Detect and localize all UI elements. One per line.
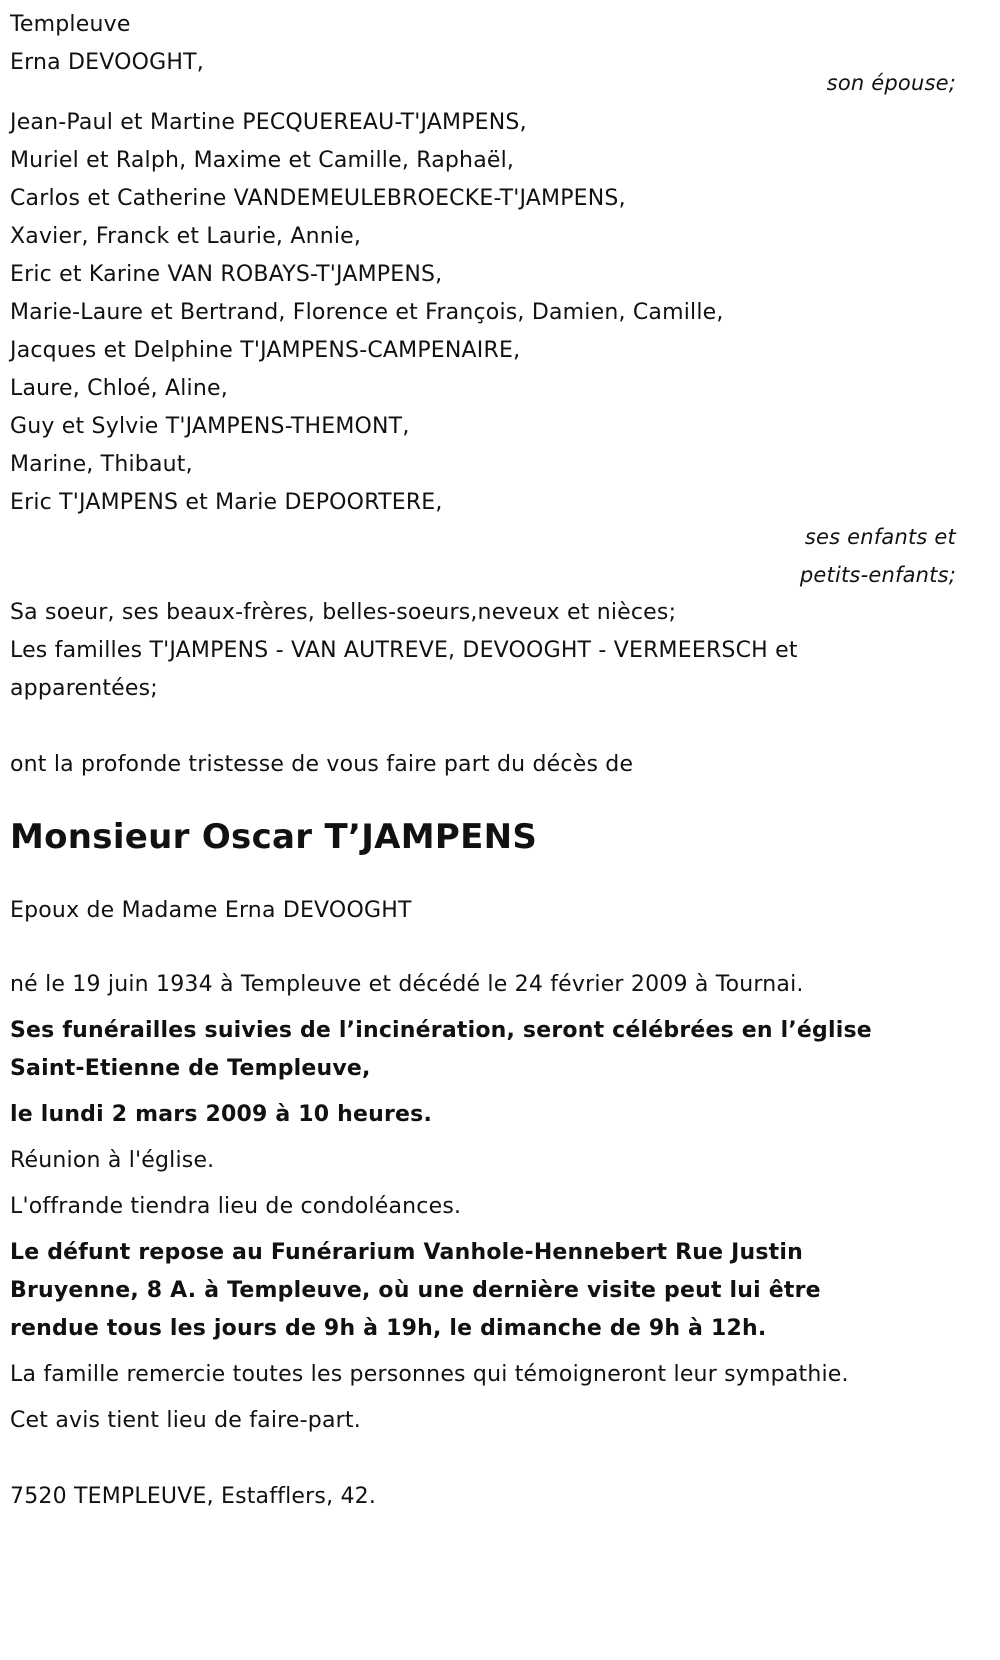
announcement: ont la profonde tristesse de vous faire part du décès de	[10, 752, 634, 777]
family-line: Guy et Sylvie T'JAMPENS-THEMONT,	[10, 414, 410, 439]
spouse-of: Epoux de Madame Erna DEVOOGHT	[10, 898, 412, 923]
spacer	[10, 930, 960, 966]
place: Templeuve	[10, 12, 131, 37]
family-line: Eric et Karine VAN ROBAYS-T'JAMPENS,	[10, 262, 443, 287]
spacer	[10, 1448, 960, 1478]
spouse-name: Erna DEVOOGHT,	[10, 50, 204, 75]
family-line: Marie-Laure et Bertrand, Florence et François, Damien, Camille,	[10, 300, 724, 325]
funeral-date: le lundi 2 mars 2009 à 10 heures.	[10, 1102, 433, 1127]
children-role-line1: ses enfants et	[804, 525, 956, 549]
family-line: Laure, Chloé, Aline,	[10, 376, 228, 401]
thanks-info: La famille remercie toutes les personnes qui témoigneront leur sympathie.	[10, 1362, 849, 1387]
family-line: Muriel et Ralph, Maxime et Camille, Raphaël,	[10, 148, 515, 173]
address: 7520 TEMPLEUVE, Estafflers, 42.	[10, 1484, 377, 1509]
family-line: Marine, Thibaut,	[10, 452, 193, 477]
rest-place-info: Le défunt repose au Funérarium Vanhole-Hennebert Rue Justin Bruyenne, 8 A. à Templeuve, où une dernière visite peut lui être rendue tous les jours de 9h à 19h, le dimanche de 9h à 12h.	[10, 1240, 821, 1341]
deceased-name: Monsieur Oscar T’JAMPENS	[10, 817, 538, 857]
families-line: Les familles T'JAMPENS - VAN AUTREVE, DEVOOGHT - VERMEERSCH et apparentées;	[10, 638, 798, 701]
relatives-line: Sa soeur, ses beaux-frères, belles-soeurs,neveux et nièces;	[10, 600, 677, 625]
meeting-info: Réunion à l'église.	[10, 1148, 215, 1173]
offering-info: L'offrande tiendra lieu de condoléances.	[10, 1194, 462, 1219]
family-list	[10, 104, 960, 522]
family-line: Eric T'JAMPENS et Marie DEPOORTERE,	[10, 490, 443, 515]
family-line: Jean-Paul et Martine PECQUEREAU-T'JAMPENS,	[10, 110, 527, 135]
spacer	[10, 708, 960, 746]
family-line: Jacques et Delphine T'JAMPENS-CAMPENAIRE,	[10, 338, 521, 363]
spouse-role: son épouse;	[826, 71, 956, 95]
spacer	[10, 860, 960, 892]
funeral-info: Ses funérailles suivies de l’incinération, seront célébrées en l’église Saint-Etienne de Templeuve,	[10, 1018, 872, 1081]
family-line: Carlos et Catherine VANDEMEULEBROECKE-T'JAMPENS,	[10, 186, 626, 211]
notice-note: Cet avis tient lieu de faire-part.	[10, 1408, 361, 1433]
birth-death: né le 19 juin 1934 à Templeuve et décédé le 24 février 2009 à Tournai.	[10, 972, 804, 997]
spacer	[10, 784, 960, 814]
family-line: Xavier, Franck et Laurie, Annie,	[10, 224, 362, 249]
children-role-line2: petits-enfants;	[799, 563, 956, 587]
